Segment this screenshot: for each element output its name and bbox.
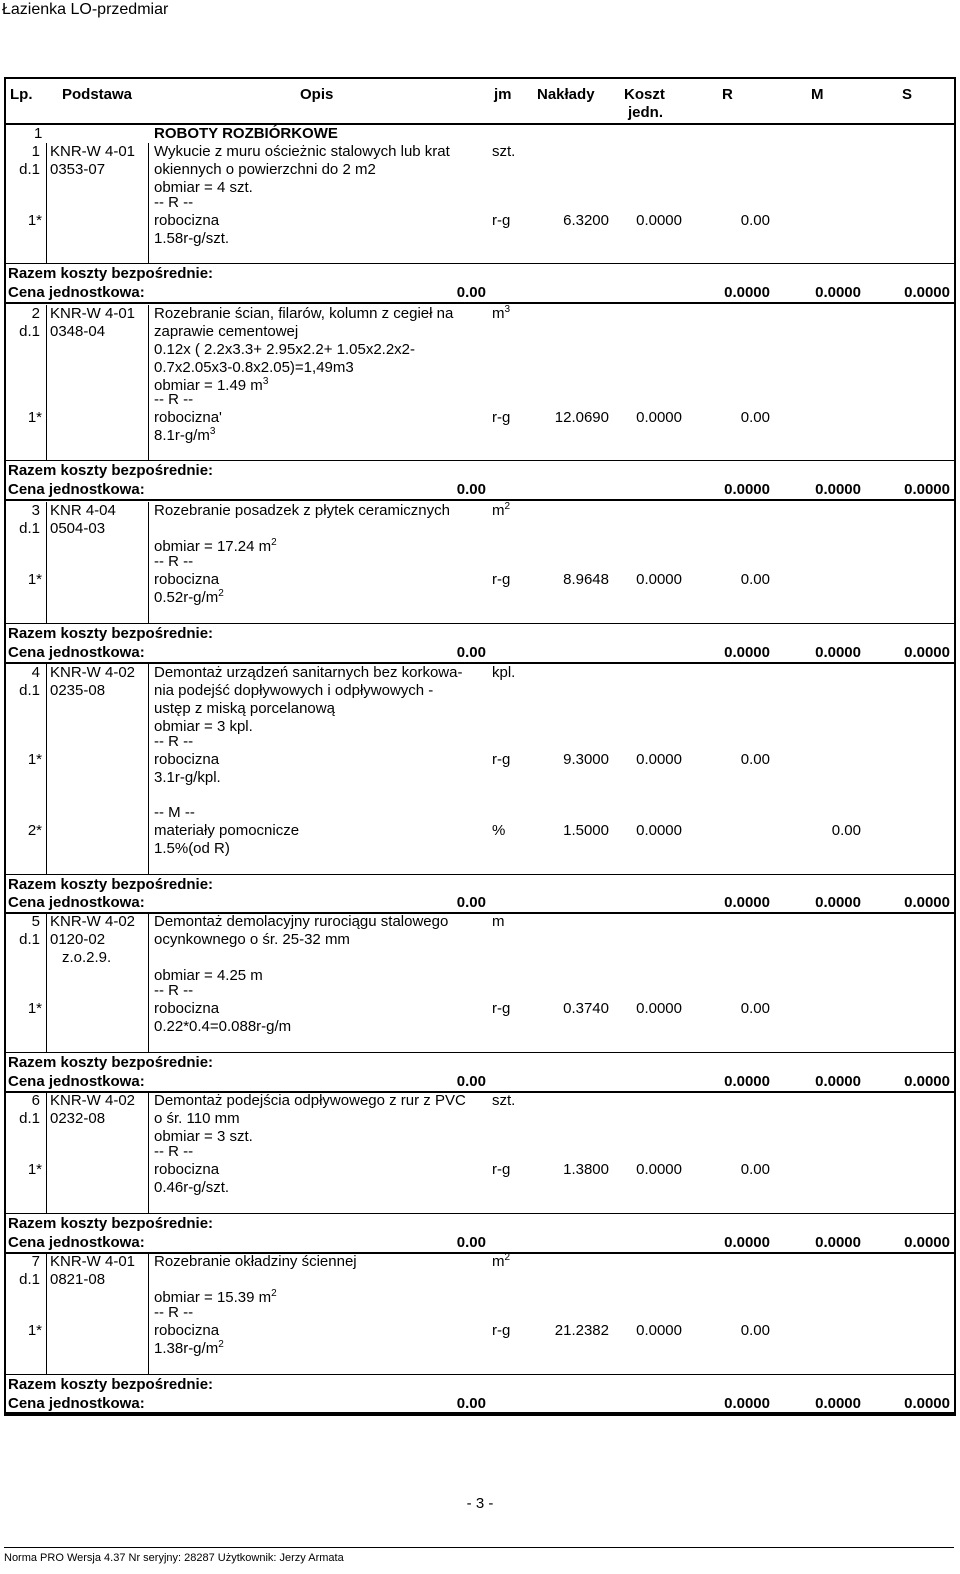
item-divider (4, 1091, 954, 1093)
resource-quantity: 0.3740 (563, 1000, 609, 1017)
resource-unit: r-g (492, 1161, 511, 1178)
item-description-line: Rozebranie okładziny ściennej (154, 1253, 357, 1270)
item-description-line: Rozebranie ścian, filarów, kolumn z cegieł na (154, 305, 454, 322)
document-title: Łazienka LO-przedmiar (2, 1, 169, 18)
resource-type-marker: -- R -- (154, 1143, 194, 1160)
resource-r-value: 0.00 (740, 1161, 770, 1178)
unit-price-s: 0.0000 (904, 1234, 950, 1251)
resource-unit: r-g (492, 212, 511, 229)
unit-price-s: 0.0000 (904, 284, 950, 301)
resource-norm: 3.1r-g/kpl. (154, 769, 221, 786)
unit-price-total: 0.00 (456, 481, 486, 498)
item-unit: $m^3$ (492, 304, 511, 322)
resource-r-value: 0.00 (740, 571, 770, 588)
header-lp: Lp. (10, 86, 33, 103)
resource-name: robocizna (154, 212, 220, 229)
unit-price-label: Cena jednostkowa: (8, 894, 145, 911)
unit-price-label: Cena jednostkowa: (8, 1395, 145, 1412)
direct-costs-label: Razem koszty bezpośrednie: (8, 265, 214, 282)
resource-lp: 2* (27, 822, 42, 839)
item-basis-code: 0120-02 (50, 931, 106, 948)
column-separator (46, 1092, 47, 1213)
header-s: S (902, 86, 913, 103)
header-r: R (722, 86, 733, 103)
resource-unit-cost: 0.0000 (636, 1000, 682, 1017)
item-number: 3 (31, 502, 40, 519)
item-basis-code: 0348-04 (50, 323, 106, 340)
resource-quantity: 9.3000 (563, 751, 609, 768)
resource-name: robocizna (154, 1161, 220, 1178)
header-podstawa: Podstawa (62, 86, 133, 103)
resource-unit-cost: 0.0000 (636, 409, 682, 426)
column-separator (46, 143, 47, 263)
item-basis-code: 0504-03 (50, 520, 106, 537)
summary-divider (4, 1213, 954, 1214)
item-unit: m (492, 913, 505, 930)
summary-divider (4, 1052, 954, 1053)
item-basis-code: 0232-08 (50, 1110, 106, 1127)
unit-price-s: 0.0000 (904, 481, 950, 498)
unit-price-s: 0.0000 (904, 644, 950, 661)
item-basis: KNR-W 4-02 (50, 664, 136, 681)
unit-price-m: 0.0000 (815, 1395, 861, 1412)
item-sub-number: d.1 (19, 323, 40, 340)
unit-price-s: 0.0000 (904, 894, 950, 911)
item-description-line: 0.12x ( 2.2x3.3+ 2.95x2.2+ 1.05x2.2x2- (154, 341, 416, 358)
resource-r-value: 0.00 (740, 1322, 770, 1339)
unit-price-m: 0.0000 (815, 1234, 861, 1251)
item-description-line: obmiar = 3 kpl. (154, 718, 253, 735)
unit-price-total: 0.00 (456, 644, 486, 661)
resource-name: robocizna' (154, 409, 222, 426)
footer-text: Norma PRO Wersja 4.37 Nr seryjny: 28287 Użytkownik: Jerzy Armata (4, 1552, 344, 1564)
item-divider (4, 912, 954, 914)
item-divider (4, 1252, 954, 1254)
item-description-line: obmiar = 3 szt. (154, 1128, 253, 1145)
item-basis: KNR-W 4-01 (50, 305, 136, 322)
item-basis-code: 0235-08 (50, 682, 106, 699)
unit-price-total: 0.00 (456, 284, 486, 301)
resource-unit: r-g (492, 1000, 511, 1017)
summary-divider (4, 1374, 954, 1375)
item-basis: KNR-W 4-01 (50, 1253, 136, 1270)
resource-m-value: 0.00 (831, 822, 861, 839)
column-separator (148, 1092, 149, 1213)
column-separator (148, 502, 149, 623)
item-basis-code: 0821-08 (50, 1271, 106, 1288)
direct-costs-label: Razem koszty bezpośrednie: (8, 1215, 214, 1232)
unit-price-total: 0.00 (456, 1395, 486, 1412)
column-separator (46, 305, 47, 460)
item-description-line: ustęp z miską porcelanową (154, 700, 335, 717)
page-number: - 3 - (466, 1495, 494, 1512)
header-naklady: Nakłady (537, 86, 595, 103)
item-description-line: nia podejść dopływowych i odpływowych - (154, 682, 434, 699)
unit-price-label: Cena jednostkowa: (8, 284, 145, 301)
resource-norm: 0.46r-g/szt. (154, 1179, 230, 1196)
resource-type-marker: -- M -- (154, 804, 195, 821)
item-sub-number: d.1 (19, 1271, 40, 1288)
unit-price-m: 0.0000 (815, 894, 861, 911)
item-sub-number: d.1 (19, 161, 40, 178)
item-divider (4, 1412, 954, 1414)
item-description-line: Demontaż demolacyjny rurociągu stalowego (154, 913, 449, 930)
resource-quantity: 8.9648 (563, 571, 609, 588)
unit-price-label: Cena jednostkowa: (8, 644, 145, 661)
column-separator (148, 664, 149, 874)
resource-norm: $8.1r-g/m^3$ (154, 426, 216, 444)
item-unit: kpl. (492, 664, 516, 681)
item-sub-number: d.1 (19, 682, 40, 699)
item-description-line: zaprawie cementowej (154, 323, 299, 340)
resource-lp: 1* (27, 1000, 42, 1017)
resource-name: robocizna (154, 1322, 220, 1339)
summary-divider (4, 874, 954, 875)
header-m: M (811, 86, 824, 103)
resource-norm: 1.5%(od R) (154, 840, 230, 857)
item-unit: szt. (492, 143, 516, 160)
resource-lp: 1* (27, 1322, 42, 1339)
item-description-line: obmiar = 15.39 $m^2$ (154, 1288, 277, 1306)
resource-r-value: 0.00 (740, 212, 770, 229)
resource-name: robocizna (154, 1000, 220, 1017)
item-number: 4 (31, 664, 40, 681)
direct-costs-label: Razem koszty bezpośrednie: (8, 1054, 214, 1071)
unit-price-s: 0.0000 (904, 1395, 950, 1412)
resource-unit-cost: 0.0000 (636, 1322, 682, 1339)
resource-name: robocizna (154, 751, 220, 768)
item-divider (4, 499, 954, 501)
column-separator (148, 1253, 149, 1374)
resource-norm: 0.22*0.4=0.088r-g/m (154, 1018, 292, 1035)
resource-type-marker: -- R -- (154, 982, 194, 999)
resource-quantity: 1.5000 (563, 822, 609, 839)
direct-costs-label: Razem koszty bezpośrednie: (8, 462, 214, 479)
unit-price-r: 0.0000 (724, 894, 770, 911)
resource-type-marker: -- R -- (154, 194, 194, 211)
item-description-line: o śr. 110 mm (154, 1110, 240, 1127)
resource-unit-cost: 0.0000 (636, 1161, 682, 1178)
resource-lp: 1* (27, 1161, 42, 1178)
resource-lp: 1* (27, 751, 42, 768)
item-description-line: Wykucie z muru ościeżnic stalowych lub krat (154, 143, 450, 160)
item-description-line: Demontaż podejścia odpływowego z rur z PVC (154, 1092, 466, 1109)
unit-price-label: Cena jednostkowa: (8, 481, 145, 498)
resource-unit: r-g (492, 1322, 511, 1339)
item-basis: KNR-W 4-01 (50, 143, 136, 160)
item-unit: $m^2$ (492, 501, 511, 519)
footer-divider (4, 1547, 954, 1548)
unit-price-m: 0.0000 (815, 284, 861, 301)
resource-type-marker: -- R -- (154, 391, 194, 408)
item-description-line: okiennych o powierzchni do 2 m2 (154, 161, 376, 178)
summary-divider (4, 263, 954, 264)
column-separator (148, 143, 149, 263)
item-number: 7 (31, 1253, 40, 1270)
resource-type-marker: -- R -- (154, 1304, 194, 1321)
item-description-line: obmiar = 17.24 $m^2$ (154, 537, 277, 555)
header-divider (4, 123, 954, 125)
header-koszt-jedn: jedn. (628, 104, 664, 121)
resource-unit-cost: 0.0000 (636, 571, 682, 588)
unit-price-r: 0.0000 (724, 1073, 770, 1090)
unit-price-r: 0.0000 (724, 1395, 770, 1412)
resource-norm: $0.52r-g/m^2$ (154, 588, 224, 606)
column-separator (148, 305, 149, 460)
item-sub-number: d.1 (19, 520, 40, 537)
resource-r-value: 0.00 (740, 1000, 770, 1017)
resource-quantity: 21.2382 (554, 1322, 609, 1339)
item-unit: $m^2$ (492, 1252, 511, 1270)
column-separator (148, 913, 149, 1052)
section-number: 1 (34, 125, 43, 142)
item-number: 5 (31, 913, 40, 930)
resource-unit: % (492, 822, 506, 839)
item-description-line: obmiar = 4.25 m (154, 967, 263, 984)
unit-price-r: 0.0000 (724, 481, 770, 498)
item-number: 1 (31, 143, 40, 160)
resource-lp: 1* (27, 571, 42, 588)
resource-unit-cost: 0.0000 (636, 822, 682, 839)
header-koszt: Koszt (624, 86, 665, 103)
resource-quantity: 6.3200 (563, 212, 609, 229)
resource-lp: 1* (27, 409, 42, 426)
item-unit: szt. (492, 1092, 516, 1109)
resource-quantity: 1.3800 (563, 1161, 609, 1178)
item-description-line: obmiar = 1.49 $m^3$ (154, 376, 269, 394)
summary-divider (4, 623, 954, 624)
header-jm: jm (494, 86, 512, 103)
resource-unit-cost: 0.0000 (636, 751, 682, 768)
resource-r-value: 0.00 (740, 409, 770, 426)
resource-unit-cost: 0.0000 (636, 212, 682, 229)
item-basis-note: z.o.2.9. (62, 949, 112, 966)
item-description-line: Demontaż urządzeń sanitarnych bez korkowa- (154, 664, 463, 681)
unit-price-label: Cena jednostkowa: (8, 1073, 145, 1090)
item-description-line: 0.7x2.05x3-0.8x2.05)=1,49m3 (154, 359, 354, 376)
item-description-line: Rozebranie posadzek z płytek ceramicznych (154, 502, 450, 519)
section-title: ROBOTY ROZBIÓRKOWE (154, 125, 338, 142)
item-divider (4, 302, 954, 304)
item-basis: KNR 4-04 (50, 502, 116, 519)
item-basis: KNR-W 4-02 (50, 913, 136, 930)
unit-price-label: Cena jednostkowa: (8, 1234, 145, 1251)
item-description-line: obmiar = 4 szt. (154, 179, 253, 196)
column-separator (46, 1253, 47, 1374)
resource-norm: 1.58r-g/szt. (154, 230, 230, 247)
resource-norm: $1.38r-g/m^2$ (154, 1339, 224, 1357)
item-number: 2 (31, 305, 40, 322)
unit-price-m: 0.0000 (815, 1073, 861, 1090)
item-description-line: ocynkownego o śr. 25-32 mm (154, 931, 350, 948)
unit-price-r: 0.0000 (724, 644, 770, 661)
unit-price-m: 0.0000 (815, 481, 861, 498)
resource-name: materiały pomocnicze (154, 822, 300, 839)
item-sub-number: d.1 (19, 931, 40, 948)
resource-unit: r-g (492, 751, 511, 768)
column-separator (46, 913, 47, 1052)
item-basis: KNR-W 4-02 (50, 1092, 136, 1109)
resource-name: robocizna (154, 571, 220, 588)
unit-price-total: 0.00 (456, 1073, 486, 1090)
summary-divider (4, 460, 954, 461)
resource-type-marker: -- R -- (154, 733, 194, 750)
direct-costs-label: Razem koszty bezpośrednie: (8, 876, 214, 893)
header-opis: Opis (300, 86, 334, 103)
column-separator (46, 664, 47, 874)
resource-r-value: 0.00 (740, 751, 770, 768)
item-basis-code: 0353-07 (50, 161, 106, 178)
item-number: 6 (31, 1092, 40, 1109)
resource-unit: r-g (492, 571, 511, 588)
unit-price-total: 0.00 (456, 894, 486, 911)
unit-price-m: 0.0000 (815, 644, 861, 661)
direct-costs-label: Razem koszty bezpośrednie: (8, 1376, 214, 1393)
unit-price-total: 0.00 (456, 1234, 486, 1251)
unit-price-s: 0.0000 (904, 1073, 950, 1090)
direct-costs-label: Razem koszty bezpośrednie: (8, 625, 214, 642)
item-divider (4, 662, 954, 664)
resource-type-marker: -- R -- (154, 553, 194, 570)
resource-quantity: 12.0690 (554, 409, 609, 426)
column-separator (46, 502, 47, 623)
resource-unit: r-g (492, 409, 511, 426)
item-sub-number: d.1 (19, 1110, 40, 1127)
unit-price-r: 0.0000 (724, 1234, 770, 1251)
unit-price-r: 0.0000 (724, 284, 770, 301)
resource-lp: 1* (27, 212, 42, 229)
